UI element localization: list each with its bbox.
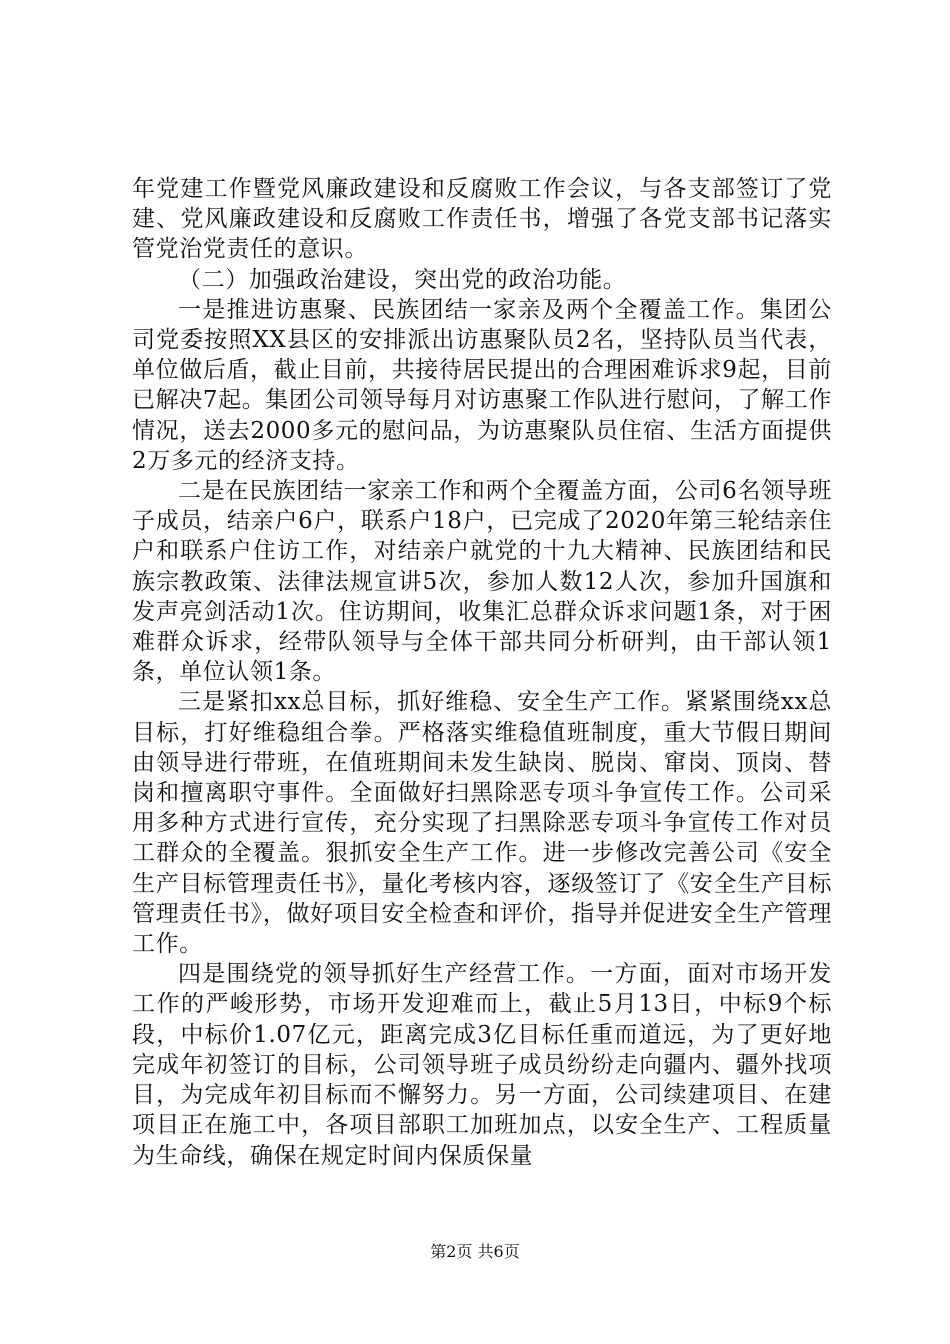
page-number-footer: 第2页 共6页 (430, 1242, 520, 1261)
section-heading: （二）加强政治建设，突出党的政治功能。 (178, 266, 627, 293)
paragraph-item-4: 四是围绕党的领导抓好生产经营工作。一方面，面对市场开发工作的严峻形势，市场开发迎难而上，截止5月13日，中标9个标段，中标价1.07亿元，距离完成3亿目标任重而道远，为了更好地完成年初签订的目标，公司领导班子成员纷纷走向疆内、疆外找项目，为完成年初目标而不懈努力。另一方面，公司续建项目、在建项目正在施工中，各项目部职工加班加点，以安全生产、工程质量为生命线，确保在规定时间内保质保量 (132, 961, 832, 1169)
document-body (132, 174, 832, 1171)
paragraph-continuation: 年党建工作暨党风廉政建设和反腐败工作会议，与各支部签订了党建、党风廉政建设和反腐败工作责任书，增强了各党支部书记落实管党治党责任的意识。 (132, 176, 832, 263)
paragraph-item-2: 二是在民族团结一家亲工作和两个全覆盖方面，公司6名领导班子成员，结亲户6户，联系户18户，已完成了2020年第三轮结亲住户和联系户住访工作，对结亲户就党的十九大精神、民族团结和民族宗教政策、法律法规宣讲5次，参加人数12人次，参加升国旗和发声亮剑活动1次。住访期间，收集汇总群众诉求问题1条，对于困难群众诉求，经带队领导与全体干部共同分析研判，由干部认领1条，单位认领1条。 (132, 478, 832, 686)
paragraph-item-1: 一是推进访惠聚、民族团结一家亲及两个全覆盖工作。集团公司党委按照XX县区的安排派出访惠聚队员2名，坚持队员当代表，单位做后盾，截止目前，共接待居民提出的合理困难诉求9起，目前已解决7起。集团公司领导每月对访惠聚工作队进行慰问，了解工作情况，送去2000多元的慰问品，为访惠聚队员住宿、生活方面提供2万多元的经济支持。 (132, 296, 832, 474)
paragraph-item-3: 三是紧扣xx总目标，抓好维稳、安全生产工作。紧紧围绕xx总目标，打好维稳组合拳。严格落实维稳值班制度，重大节假日期间由领导进行带班，在值班期间未发生缺岗、脱岗、窜岗、顶岗、替岗和擅离职守事件。全面做好扫黑除恶专项斗争宣传工作。公司采用多种方式进行宣传，充分实现了扫黑除恶专项斗争宣传工作对员工群众的全覆盖。狠抓安全生产工作。进一步修改完善公司《安全生产目标管理责任书》，量化考核内容，逐级签订了《安全生产目标管理责任书》，做好项目安全检查和评价，指导并促进安全生产管理工作。 (132, 689, 832, 958)
